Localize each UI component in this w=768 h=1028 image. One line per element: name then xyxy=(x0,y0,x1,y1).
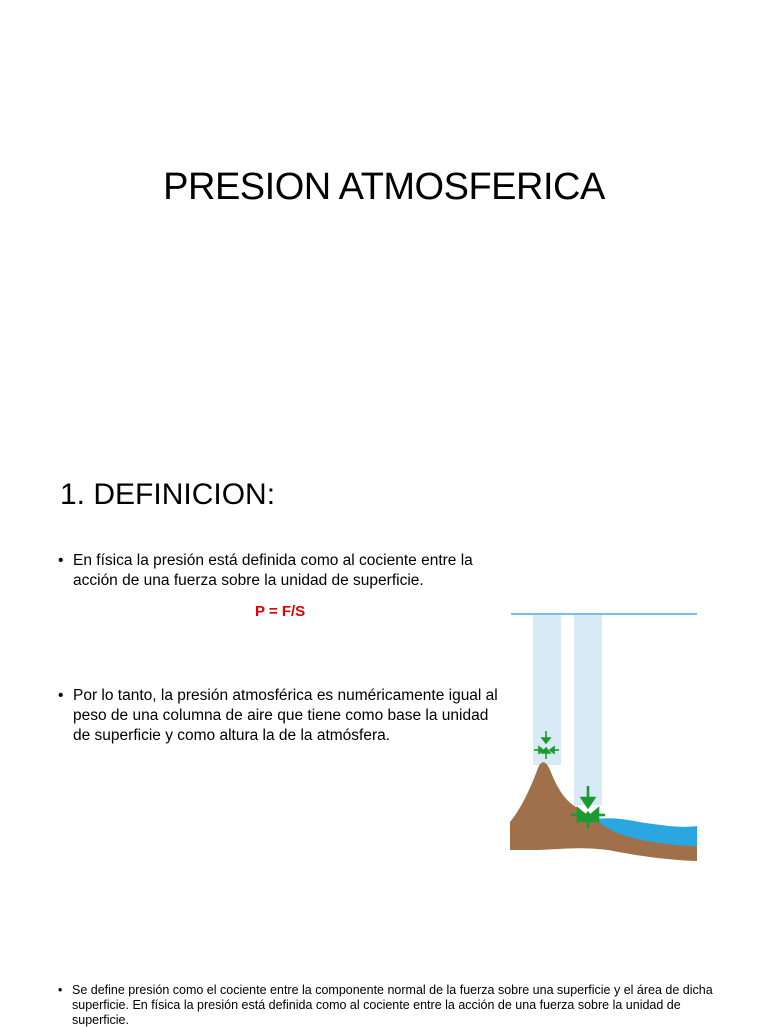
air-column-diagram xyxy=(508,610,700,865)
mountain-ground xyxy=(510,762,697,861)
pressure-formula: P = F/S xyxy=(255,603,306,620)
air-column-illustration xyxy=(508,610,700,870)
bullet-text: Por lo tanto, la presión atmosférica es numéricamente igual al peso de una columna de aire que tiene como base la unidad de superficie y como altura la de la atmósfera. xyxy=(73,687,498,744)
air-column-sea xyxy=(574,615,602,805)
bullet-definition xyxy=(58,551,508,591)
bullet-atmospheric-pressure xyxy=(58,686,498,746)
bullet-dot: • xyxy=(58,552,64,569)
section-heading: 1. DEFINICION: xyxy=(60,478,276,511)
slide-title: PRESION ATMOSFERICA xyxy=(163,166,605,208)
footnote-definition xyxy=(58,983,718,1028)
footnote-text: Se define presión como el cociente entre la componente normal de la fuerza sobre una superficie y el área de dicha superficie. En física la presión está definida como al cociente entre la acción de una fuerza sobre la unidad de superficie. xyxy=(72,983,713,1027)
bullet-dot: • xyxy=(58,687,64,704)
bullet-dot: • xyxy=(58,983,63,997)
bullet-text: En física la presión está definida como al cociente entre la acción de una fuerza sobre la unidad de superficie. xyxy=(73,552,473,589)
